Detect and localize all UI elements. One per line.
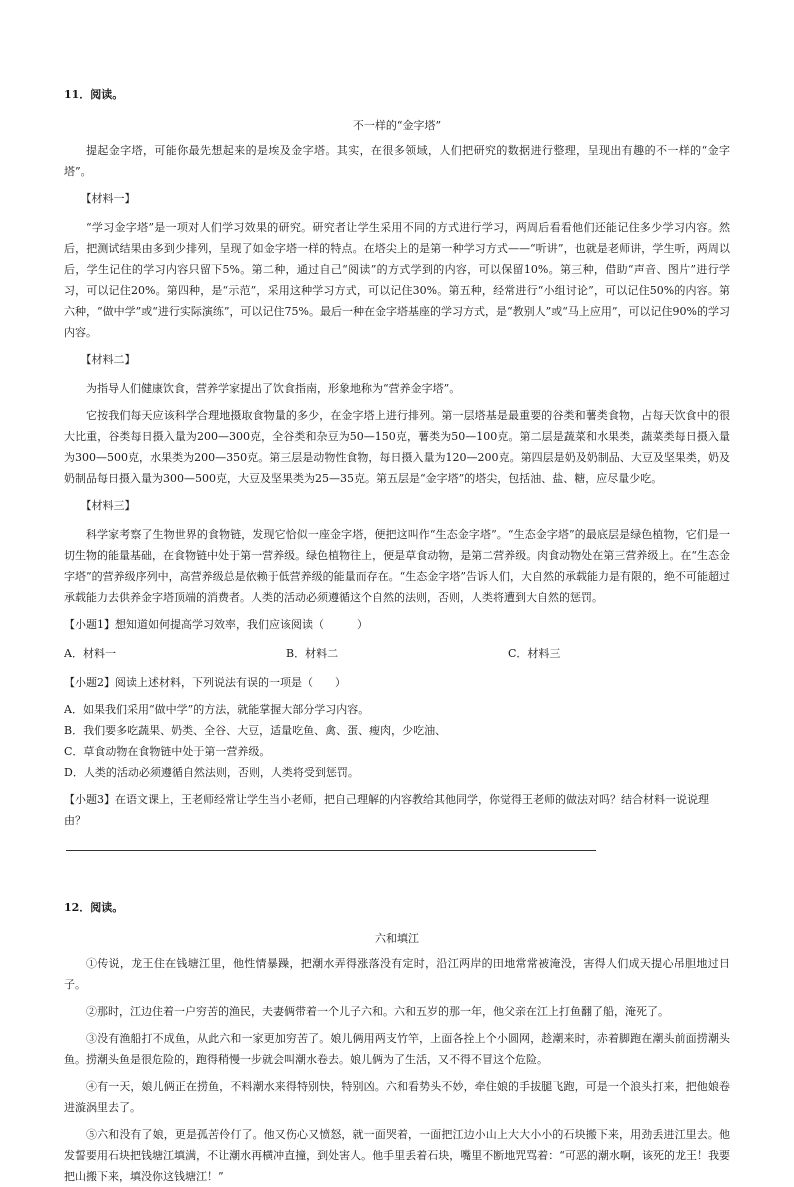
story-paragraph-5: ⑤六和没有了娘，更是孤苦伶仃了。他又伤心又愤怒，就一面哭着，一面把江边小山上大大小小的石块搬下来，用劲丢进江里去。他发誓要用石块把钱塘江填满，不让潮水再横冲直撞，到处害人。他手里丢着石块，嘴里不断地咒骂着：“可恶的潮水啊，该死的龙王！我要把山搬下来，填没你这钱塘江！”	[64, 1128, 730, 1183]
sub-question-1: 【小题1】想知道如何提高学习效率，我们应该阅读（ ）	[64, 618, 368, 631]
story-paragraph-2: ②那时，江边住着一户穷苦的渔民，夫妻俩带着一个儿子六和。六和五岁的那一年，他父亲在江上打鱼翻了船，淹死了。	[86, 1005, 669, 1018]
option-a[interactable]: A．如果我们采用“做中学”的方法，就能掌握大部分学习内容。	[64, 703, 370, 716]
sub-question-3: 【小题3】在语文课上，王老师经常让学生当小老师，把自己理解的内容教给其他同学，你觉得王老师的做法对吗？结合材料一说说理由？	[64, 793, 709, 827]
material-2-paragraph-2: 它按我们每天应该科学合理地摄取食物量的多少，在金字塔上进行排列。第一层塔基是最重要的谷类和薯类食物，占每天饮食中的很大比重，谷类每日摄入量为200—300克，全谷类和杂豆为50—150克，薯类为50—100克。第二层是蔬菜和水果类，蔬菜类每日摄入量为300—500克，水果类为200—350克。第三层是动物性食物，每日摄入量为120—200克。第四层是奶及奶制品、大豆及坚果类，奶及奶制品每日摄入量为300—500克，大豆及坚果类为25—35克。第五层是“金字塔”的塔尖，包括油、盐、糖，应尽量少吃。	[64, 409, 730, 485]
story-title: 六和填江	[375, 932, 419, 945]
story-paragraph-1: ①传说，龙王住在钱塘江里，他性情暴躁，把潮水弄得涨落没有定时，沿江两岸的田地常常被淹没，害得人们成天提心吊胆地过日子。	[64, 957, 730, 991]
option-a[interactable]: A．材料一	[64, 647, 116, 660]
story-paragraph-3: ③没有渔船打不成鱼，从此六和一家更加穷苦了。娘儿俩用两支竹竿，上面各拴上个小圆网，趁潮来时，赤着脚跑在潮头前面捞潮头鱼。捞潮头鱼是很危险的，跑得稍慢一步就会叫潮水卷去。娘儿俩为了生活，又不得不冒这个危险。	[64, 1032, 730, 1066]
material-1-label: 【材料一】	[80, 192, 136, 205]
intro-paragraph: 提起金字塔，可能你最先想起来的是埃及金字塔。其实，在很多领域，人们把研究的数据进行整理，呈现出有趣的不一样的“金字塔”。	[64, 144, 730, 178]
material-1-text: “学习金字塔”是一项对人们学习效果的研究。研究者让学生采用不同的方式进行学习，两周后看看他们还能记住多少学习内容。然后，把测试结果由多到少排列，呈现了如金字塔一样的特点。在塔尖上的是第一种学习方式——“听讲”，也就是老师讲，学生听，两周以后，学生记住的学习内容只留下5%。第二种，通过自己“阅读”的方式学到的内容，可以保留10%。第三种，借助“声音、图片”进行学习，可以记住20%。第四种，是“示范”，采用这种学习方式，可以记住30%。第五种，经常进行“小组讨论”，可以记住50%的内容。第六种，“做中学”或“进行实际演练”，可以记住75%。最后一种在金字塔基座的学习方式，是“教别人”或“马上应用”，可以记住90%的学习内容。	[64, 221, 730, 339]
question-12-heading: 12．阅读。	[64, 901, 124, 914]
passage-title: 不一样的“金字塔”	[352, 119, 442, 132]
option-b[interactable]: B．我们要多吃蔬果、奶类、全谷、大豆，适量吃鱼、禽、蛋、瘦肉，少吃油、	[64, 724, 447, 737]
story-paragraph-4: ④有一天，娘儿俩正在捞鱼，不料潮水来得特别快，特别凶。六和看势头不妙，牵住娘的手拔腿飞跑，可是一个浪头打来，把他娘卷进漩涡里去了。	[64, 1080, 730, 1114]
question-11-heading: 11．阅读。	[64, 88, 124, 101]
material-2-label: 【材料二】	[80, 353, 136, 366]
option-d[interactable]: D．人类的活动必须遵循自然法则，否则，人类将受到惩罚。	[64, 766, 359, 779]
option-b[interactable]: B．材料二	[286, 647, 339, 660]
material-3-label: 【材料三】	[80, 499, 136, 512]
option-c[interactable]: C．草食动物在食物链中处于第一营养级。	[64, 745, 271, 758]
sub-question-2: 【小题2】阅读上述材料，下列说法有误的一项是（ ）	[64, 676, 346, 689]
spacer	[64, 851, 730, 897]
option-c[interactable]: C．材料三	[508, 647, 561, 660]
material-2-paragraph-1: 为指导人们健康饮食，营养学家提出了饮食指南，形象地称为“营养金字塔”。	[86, 382, 461, 395]
material-3-text: 科学家考察了生物世界的食物链，发现它恰似一座金字塔，便把这叫作“生态金字塔”。“生态金字塔”的最底层是绿色植物，它们是一切生物的能量基础，在食物链中处于第一营养级。绿色植物往上，便是草食动物，是第二营养级。肉食动物处在第三营养级上。在“生态金字塔”的营养级序列中，高营养级总是依赖于低营养级的能量而存在。“生态金字塔”告诉人们，大自然的承载能力是有限的，绝不可能超过承载能力去供养金字塔顶端的消费者。人类的活动必须遵循这个自然的法则，否则，人类将遭到大自然的惩罚。	[64, 528, 730, 604]
sub-question-1-options	[64, 643, 730, 664]
